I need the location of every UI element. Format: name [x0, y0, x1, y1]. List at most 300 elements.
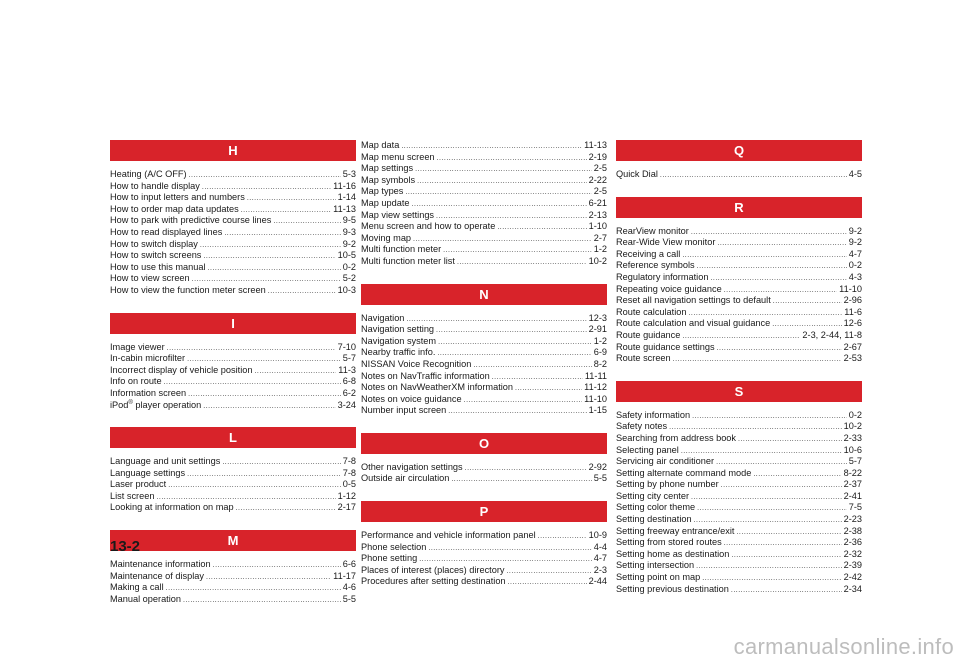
index-entry: [361, 576, 607, 588]
entry-label: Map menu screen: [361, 151, 435, 162]
dot-leader: [508, 576, 587, 588]
index-entry: [361, 313, 607, 325]
dot-leader: [724, 284, 837, 296]
dot-leader: [401, 140, 582, 152]
entry-label: Navigation: [361, 312, 405, 323]
index-entry: [616, 295, 862, 307]
entry-page-ref: 2-42: [843, 572, 862, 583]
entry-label: Repeating voice guidance: [616, 283, 722, 294]
index-entry: [361, 542, 607, 554]
entry-label: Selecting panel: [616, 444, 679, 455]
entry-label: How to switch screens: [110, 250, 202, 261]
entry-page-ref: 4-6: [342, 582, 356, 593]
dot-leader: [268, 285, 336, 297]
entry-label: Moving map: [361, 232, 412, 243]
entry-page-ref: 9-5: [342, 215, 356, 226]
dot-leader: [721, 479, 842, 491]
entry-label: Language and unit settings: [110, 456, 221, 467]
entry-label: Safety notes: [616, 421, 668, 432]
dot-leader: [436, 324, 587, 336]
dot-leader: [187, 468, 341, 480]
entry-label: Setting intersection: [616, 560, 695, 571]
entry-page-ref: 11-10: [584, 393, 607, 404]
index-entry: [616, 572, 862, 584]
entry-page-ref: 11-12: [584, 382, 607, 393]
dot-leader: [673, 353, 842, 365]
entry-page-ref: 11-17: [333, 570, 356, 581]
entry-label: In-cabin microfilter: [110, 353, 186, 364]
entry-label: Reference symbols: [616, 260, 695, 271]
dot-leader: [419, 553, 592, 565]
index-entry: [110, 388, 356, 400]
dot-leader: [443, 244, 592, 256]
section-header: O: [361, 433, 607, 454]
section-header: L: [110, 427, 356, 448]
entry-label: Navigation system: [361, 335, 437, 346]
index-entry: [110, 376, 356, 388]
entry-label: Setting alternate command mode: [616, 467, 752, 478]
entry-label: Map data: [361, 140, 400, 150]
entry-label: Map update: [361, 197, 410, 208]
entry-page-ref: 11-11: [584, 370, 607, 381]
dot-leader: [406, 313, 586, 325]
dot-leader: [413, 233, 592, 245]
index-entry: [110, 353, 356, 365]
index-entry: [110, 204, 356, 216]
entry-page-ref: 2-3, 2-44, 11-8: [802, 329, 862, 340]
index-entry: [361, 256, 607, 268]
index-entry: [361, 371, 607, 383]
index-entry: [361, 382, 607, 394]
index-entry: [110, 285, 356, 297]
entry-page-ref: 4-7: [593, 553, 607, 564]
dot-leader: [436, 210, 587, 222]
index-entry: [110, 273, 356, 285]
entry-page-ref: 6-9: [593, 347, 607, 358]
entry-page-ref: 7-5: [848, 502, 862, 513]
entry-label: Multi function meter list: [361, 255, 455, 266]
entry-label: Procedures after setting destination: [361, 576, 506, 587]
index-entry: [110, 594, 356, 606]
entry-page-ref: 2-44: [588, 576, 607, 587]
dot-leader: [183, 594, 341, 606]
entry-page-ref: 1-15: [588, 405, 607, 416]
index-entry: [361, 244, 607, 256]
entry-label: How to view the function meter screen: [110, 284, 266, 295]
index-entry: [110, 479, 356, 491]
entry-label: Making a call: [110, 582, 164, 593]
entry-label: Maintenance information: [110, 559, 211, 570]
index-entry: [616, 468, 862, 480]
section-header: R: [616, 197, 862, 218]
entry-label: Performance and vehicle information panel: [361, 530, 536, 541]
dot-leader: [192, 273, 341, 285]
entry-label: Safety information: [616, 409, 691, 420]
dot-leader: [203, 250, 335, 262]
dot-leader: [208, 262, 341, 274]
entry-page-ref: 6-2: [342, 387, 356, 398]
dot-leader: [660, 169, 847, 181]
entry-page-ref: 2-23: [843, 514, 862, 525]
dot-leader: [682, 249, 846, 261]
dot-leader: [772, 318, 841, 330]
entry-label: Looking at information on map: [110, 502, 234, 513]
entry-page-ref: 1-2: [593, 244, 607, 255]
dot-leader: [464, 394, 583, 406]
index-entry: [361, 324, 607, 336]
index-entry: [110, 181, 356, 193]
entry-page-ref: 2-41: [843, 490, 862, 501]
entry-page-ref: 2-38: [843, 525, 862, 536]
entry-label: NISSAN Voice Recognition: [361, 358, 472, 369]
dot-leader: [691, 491, 842, 503]
dot-leader: [694, 514, 842, 526]
index-entry: [616, 433, 862, 445]
dot-leader: [716, 456, 847, 468]
index-entry: [616, 479, 862, 491]
dot-leader: [731, 584, 842, 596]
index-entry: [616, 169, 862, 181]
index-entry: [616, 226, 862, 238]
dot-leader: [688, 307, 842, 319]
entry-page-ref: 2-5: [593, 186, 607, 197]
entry-page-ref: 6-6: [342, 559, 356, 570]
index-entry: [616, 514, 862, 526]
entry-label: How to input letters and numbers: [110, 192, 245, 203]
dot-leader: [438, 336, 592, 348]
section-header: N: [361, 284, 607, 305]
entry-page-ref: 2-19: [588, 151, 607, 162]
dot-leader: [241, 204, 331, 216]
entry-label: Places of interest (places) directory: [361, 564, 505, 575]
dot-leader: [166, 582, 341, 594]
dot-leader: [681, 445, 842, 457]
entry-page-ref: 2-34: [843, 583, 862, 594]
entry-page-ref: 1-14: [337, 192, 356, 203]
entry-label: Notes on NavWeatherXM information: [361, 382, 514, 393]
dot-leader: [167, 342, 336, 354]
entry-page-ref: 11-13: [333, 203, 356, 214]
entry-label: How to view screen: [110, 273, 190, 284]
entry-page-ref: 1-10: [588, 221, 607, 232]
entry-label: Route calculation and visual guidance: [616, 318, 771, 329]
entry-label: Multi function meter: [361, 244, 442, 255]
entry-page-ref: 7-8: [342, 467, 356, 478]
dot-leader: [187, 353, 341, 365]
entry-page-ref: 10-3: [337, 284, 356, 295]
entry-label: Notes on NavTraffic information: [361, 370, 490, 381]
section-header: I: [110, 313, 356, 334]
entry-label: How to order map data updates: [110, 203, 239, 214]
entry-page-ref: 0-2: [342, 261, 356, 272]
index-entry: [110, 571, 356, 583]
index-entry: [110, 559, 356, 571]
entry-page-ref: 5-7: [848, 456, 862, 467]
dot-leader: [682, 330, 800, 342]
dot-leader: [188, 388, 341, 400]
entry-label: Maintenance of display: [110, 570, 204, 581]
entry-label: Phone setting: [361, 553, 418, 564]
entry-page-ref: 10-2: [843, 421, 862, 432]
index-entry: [616, 318, 862, 330]
entry-label: Setting freeway entrance/exit: [616, 525, 735, 536]
index-entry: [361, 405, 607, 417]
dot-leader: [202, 181, 331, 193]
entry-page-ref: 4-4: [593, 541, 607, 552]
dot-leader: [428, 542, 591, 554]
index-entry: [616, 260, 862, 272]
entry-label: Setting by phone number: [616, 479, 719, 490]
entry-page-ref: 2-53: [843, 353, 862, 364]
dot-leader: [200, 239, 341, 251]
dot-leader: [717, 237, 846, 249]
entry-label: Map types: [361, 186, 404, 197]
entry-label-part: player operation: [132, 399, 202, 410]
index-entry: [361, 359, 607, 371]
entry-label: Reset all navigation settings to default: [616, 295, 771, 306]
dot-leader: [724, 537, 842, 549]
index-entry: [361, 175, 607, 187]
dot-leader: [515, 382, 582, 394]
index-entry: [110, 582, 356, 594]
entry-label: How to use this manual: [110, 261, 206, 272]
section-header: S: [616, 381, 862, 402]
dot-leader: [156, 491, 335, 503]
entry-page-ref: 10-6: [843, 444, 862, 455]
entry-page-ref: 9-2: [848, 225, 862, 236]
entry-label: Map settings: [361, 163, 414, 174]
index-entry: [361, 163, 607, 175]
entry-page-ref: 7-10: [337, 341, 356, 352]
entry-label: Receiving a call: [616, 248, 681, 259]
entry-label: How to switch display: [110, 238, 198, 249]
dot-leader: [697, 502, 847, 514]
index-column-3: [616, 140, 862, 595]
entry-label: Map view settings: [361, 209, 435, 220]
entry-page-ref: 5-3: [342, 169, 356, 179]
index-entry: [110, 262, 356, 274]
entry-page-ref: 4-5: [848, 169, 862, 179]
entry-label: RearView monitor: [616, 225, 689, 236]
entry-page-ref: 11-16: [333, 180, 356, 191]
section-header: M: [110, 530, 356, 551]
entry-label-part: iPod: [110, 399, 129, 410]
entry-page-ref: 10-5: [337, 250, 356, 261]
index-entry: [616, 526, 862, 538]
dot-leader: [506, 565, 591, 577]
entry-label: Servicing air conditioner: [616, 456, 715, 467]
entry-label: Phone selection: [361, 541, 427, 552]
entry-page-ref: 2-13: [588, 209, 607, 220]
index-entry: [361, 565, 607, 577]
dot-leader: [203, 400, 335, 412]
index-entry: [616, 410, 862, 422]
dot-leader: [497, 221, 586, 233]
index-entry: [361, 473, 607, 485]
entry-page-ref: 11-3: [338, 364, 356, 375]
entry-label: Menu screen and how to operate: [361, 221, 496, 232]
entry-label: Information screen: [110, 387, 187, 398]
dot-leader: [405, 186, 591, 198]
entry-label: Setting previous destination: [616, 583, 729, 594]
index-entry: [616, 560, 862, 572]
index-entry: [616, 330, 862, 342]
entry-label: Route guidance: [616, 329, 681, 340]
entry-label: Notes on voice guidance: [361, 393, 462, 404]
entry-page-ref: 12-6: [843, 318, 862, 329]
section-header: P: [361, 501, 607, 522]
index-entry: [616, 249, 862, 261]
dot-leader: [736, 526, 841, 538]
dot-leader: [717, 342, 842, 354]
entry-page-ref: 2-91: [588, 324, 607, 335]
index-entry: [361, 233, 607, 245]
entry-label: Setting color theme: [616, 502, 696, 513]
entry-page-ref: 2-7: [593, 232, 607, 243]
dot-leader: [692, 410, 847, 422]
entry-label: Info on route: [110, 376, 162, 387]
dot-leader: [247, 192, 336, 204]
entry-label: Navigation setting: [361, 324, 435, 335]
index-entry: [616, 584, 862, 596]
dot-leader: [465, 462, 587, 474]
entry-page-ref: 2-96: [843, 295, 862, 306]
entry-label: Other navigation settings: [361, 461, 463, 472]
section-header: H: [110, 140, 356, 161]
entry-page-ref: 2-22: [588, 174, 607, 185]
dot-leader: [753, 468, 841, 480]
index-entry: [361, 140, 607, 152]
index-entry: [361, 186, 607, 198]
dot-leader: [696, 560, 841, 572]
dot-leader: [669, 421, 842, 433]
entry-label: Setting home as destination: [616, 548, 730, 559]
entry-label: Quick Dial: [616, 169, 658, 179]
entry-page-ref: 2-5: [593, 163, 607, 174]
entry-page-ref: 0-5: [342, 479, 356, 490]
index-entry: [110, 456, 356, 468]
dot-leader: [437, 152, 587, 164]
dot-leader: [189, 169, 341, 181]
entry-page-ref: 10-9: [588, 530, 607, 541]
index-entry: [616, 537, 862, 549]
dot-leader: [738, 433, 842, 445]
entry-page-ref: 2-37: [843, 479, 862, 490]
entry-label: Searching from address book: [616, 432, 737, 443]
dot-leader: [731, 549, 841, 561]
entry-page-ref: 0-2: [848, 409, 862, 420]
index-entry: [616, 502, 862, 514]
dot-leader: [451, 473, 591, 485]
entry-page-ref: 3-24: [337, 399, 356, 410]
index-entry: [616, 237, 862, 249]
entry-page-ref: 1-2: [593, 335, 607, 346]
entry-label: List screen: [110, 490, 155, 501]
dot-leader: [691, 226, 847, 238]
index-entry: [616, 445, 862, 457]
section-header: Q: [616, 140, 862, 161]
entry-page-ref: 2-39: [843, 560, 862, 571]
dot-leader: [702, 572, 841, 584]
index-entry: [616, 307, 862, 319]
entry-page-ref: 2-36: [843, 537, 862, 548]
dot-leader: [697, 260, 847, 272]
dot-leader: [224, 227, 340, 239]
index-entry: [616, 284, 862, 296]
dot-leader: [773, 295, 842, 307]
entry-page-ref: 11-6: [844, 306, 862, 317]
entry-label: Setting city center: [616, 490, 690, 501]
index-entry: [361, 198, 607, 210]
entry-page-ref: 7-8: [342, 456, 356, 467]
entry-page-ref: 0-2: [848, 260, 862, 271]
dot-leader: [273, 215, 340, 227]
index-entry: [110, 250, 356, 262]
dot-leader: [206, 571, 331, 583]
entry-page-ref: 10-2: [588, 255, 607, 266]
index-column-1: [110, 140, 356, 605]
entry-page-ref: 9-2: [848, 237, 862, 248]
index-entry: [110, 491, 356, 503]
entry-label: How to park with predictive course lines: [110, 215, 272, 226]
entry-label: Map symbols: [361, 174, 416, 185]
entry-page-ref: 2-3: [593, 564, 607, 575]
entry-label: Manual operation: [110, 593, 181, 604]
entry-page-ref: 2-32: [843, 548, 862, 559]
entry-page-ref: 4-7: [848, 248, 862, 259]
dot-leader: [412, 198, 587, 210]
entry-page-ref: 8-2: [593, 358, 607, 369]
entry-label: How to read displayed lines: [110, 226, 223, 237]
entry-page-ref: 5-5: [342, 593, 356, 604]
index-entry: [110, 502, 356, 514]
index-entry: [361, 336, 607, 348]
entry-label: How to handle display: [110, 180, 200, 191]
dot-leader: [213, 559, 341, 571]
entry-label: Regulatory information: [616, 271, 709, 282]
entry-page-ref: 2-17: [337, 502, 356, 513]
dot-leader: [710, 272, 846, 284]
entry-label: Setting from stored routes: [616, 537, 722, 548]
dot-leader: [168, 479, 341, 491]
entry-page-ref: 4-3: [848, 271, 862, 282]
index-entry: [361, 553, 607, 565]
index-entry: [616, 342, 862, 354]
index-entry: [361, 394, 607, 406]
dot-leader: [492, 371, 583, 383]
watermark: carmanualsonline.info: [733, 634, 954, 659]
index-entry: [616, 491, 862, 503]
index-entry: [361, 530, 607, 542]
index-entry: [110, 227, 356, 239]
index-entry: [616, 456, 862, 468]
dot-leader: [448, 405, 586, 417]
entry-label: [110, 400, 201, 412]
entry-label: Setting destination: [616, 514, 692, 525]
index-entry: [361, 221, 607, 233]
index-entry: [110, 169, 356, 181]
index-entry: [361, 347, 607, 359]
index-entry: [361, 152, 607, 164]
index-entry: [616, 272, 862, 284]
entry-page-ref: 11-10: [839, 283, 862, 294]
entry-label: Nearby traffic info.: [361, 347, 436, 358]
entry-label: Image viewer: [110, 341, 165, 352]
index-entry: [616, 549, 862, 561]
dot-leader: [437, 347, 591, 359]
index-entry: [110, 468, 356, 480]
entry-label: Outside air circulation: [361, 473, 450, 484]
